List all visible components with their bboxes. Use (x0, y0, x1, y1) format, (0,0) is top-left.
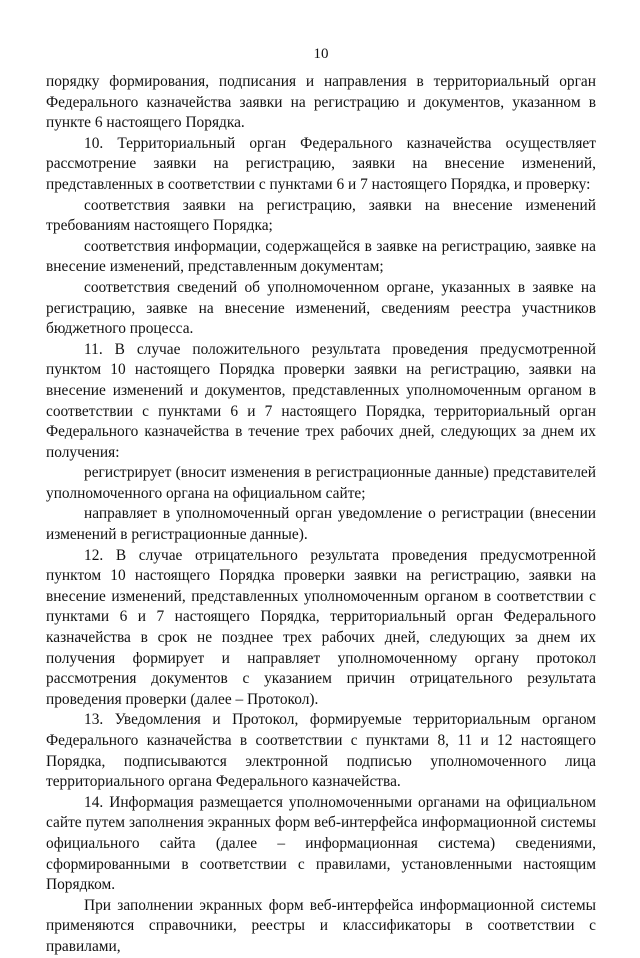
paragraph-item-11: 11. В случае положительного результата проведения предусмотренной пунктом 10 настоящего Порядка проверки заявки на регистрацию, заявки на внесение изменений и документов, представленных уполномоченным органом в соответствии с пунктами 6 и 7 настоящего Порядка, территориальный орган Федерального казначейства в течение трех рабочих дней, следующих за днем их получения: (46, 340, 596, 461)
paragraph-check-requirements: соответствия заявки на регистрацию, заявки на внесение изменений требованиям настоящего Порядка; (46, 196, 596, 235)
paragraph-continuation: порядку формирования, подписания и направления в территориальный орган Федерального казначейства заявки на регистрацию и документов, указанном в пункте 6 настоящего Порядка. (46, 73, 596, 132)
paragraph-check-registry: соответствия сведений об уполномоченном органе, указанных в заявке на регистрацию, заявке на внесение изменений, сведениям реестра участников бюджетного процесса. (46, 278, 596, 338)
page-number: 10 (313, 46, 329, 62)
document-body (46, 72, 596, 958)
paragraph-item-12: 12. В случае отрицательного результата проведения предусмотренной пунктом 10 настоящего Порядка проверки заявки на регистрацию, заявки на внесение изменений, представленных уполномоченным органом в соответствии с пунктами 6 и 7 настоящего Порядка, территориальный орган Федерального казначейства в срок не позднее трех рабочих дней, следующих за днем их получения формирует и направляет уполномоченному органу протокол рассмотрения документов с указанием причин отрицательного результата проведения проверки (далее – Протокол). (46, 546, 596, 708)
paragraph-item-10: 10. Территориальный орган Федерального казначейства осуществляет рассмотрение заявки на регистрацию, заявки на внесение изменений, представленных в соответствии с пунктами 6 и 7 настоящего Порядка, и проверку: (46, 134, 596, 193)
paragraph-item-13: 13. Уведомления и Протокол, формируемые территориальным органом Федерального казначейства в соответствии с пунктами 8, 11 и 12 настоящего Порядка, подписываются электронной подписью уполномоченного лица территориального органа Федерального казначейства. (46, 711, 596, 791)
paragraph-forms: При заполнении экранных форм веб-интерфейса информационной системы применяются справочники, реестры и классификаторы в соответствии с правилами, (46, 896, 596, 955)
paragraph-registers: регистрирует (вносит изменения в регистрационные данные) представителей уполномоченного органа на официальном сайте; (46, 464, 596, 502)
paragraph-sends-notice: направляет в уполномоченный орган уведомление о регистрации (внесении изменений в регистрационные данные). (46, 505, 596, 544)
paragraph-check-information: соответствия информации, содержащейся в заявке на регистрацию, заявке на внесение изменений, представленным документам; (46, 237, 596, 276)
paragraph-item-14: 14. Информация размещается уполномоченными органами на официальном сайте путем заполнения экранных форм веб-интерфейса информационной системы официального сайта (далее – информационная система) сведениями, сформированными в соответствии с правилами, установленными настоящим Порядком. (46, 793, 596, 894)
